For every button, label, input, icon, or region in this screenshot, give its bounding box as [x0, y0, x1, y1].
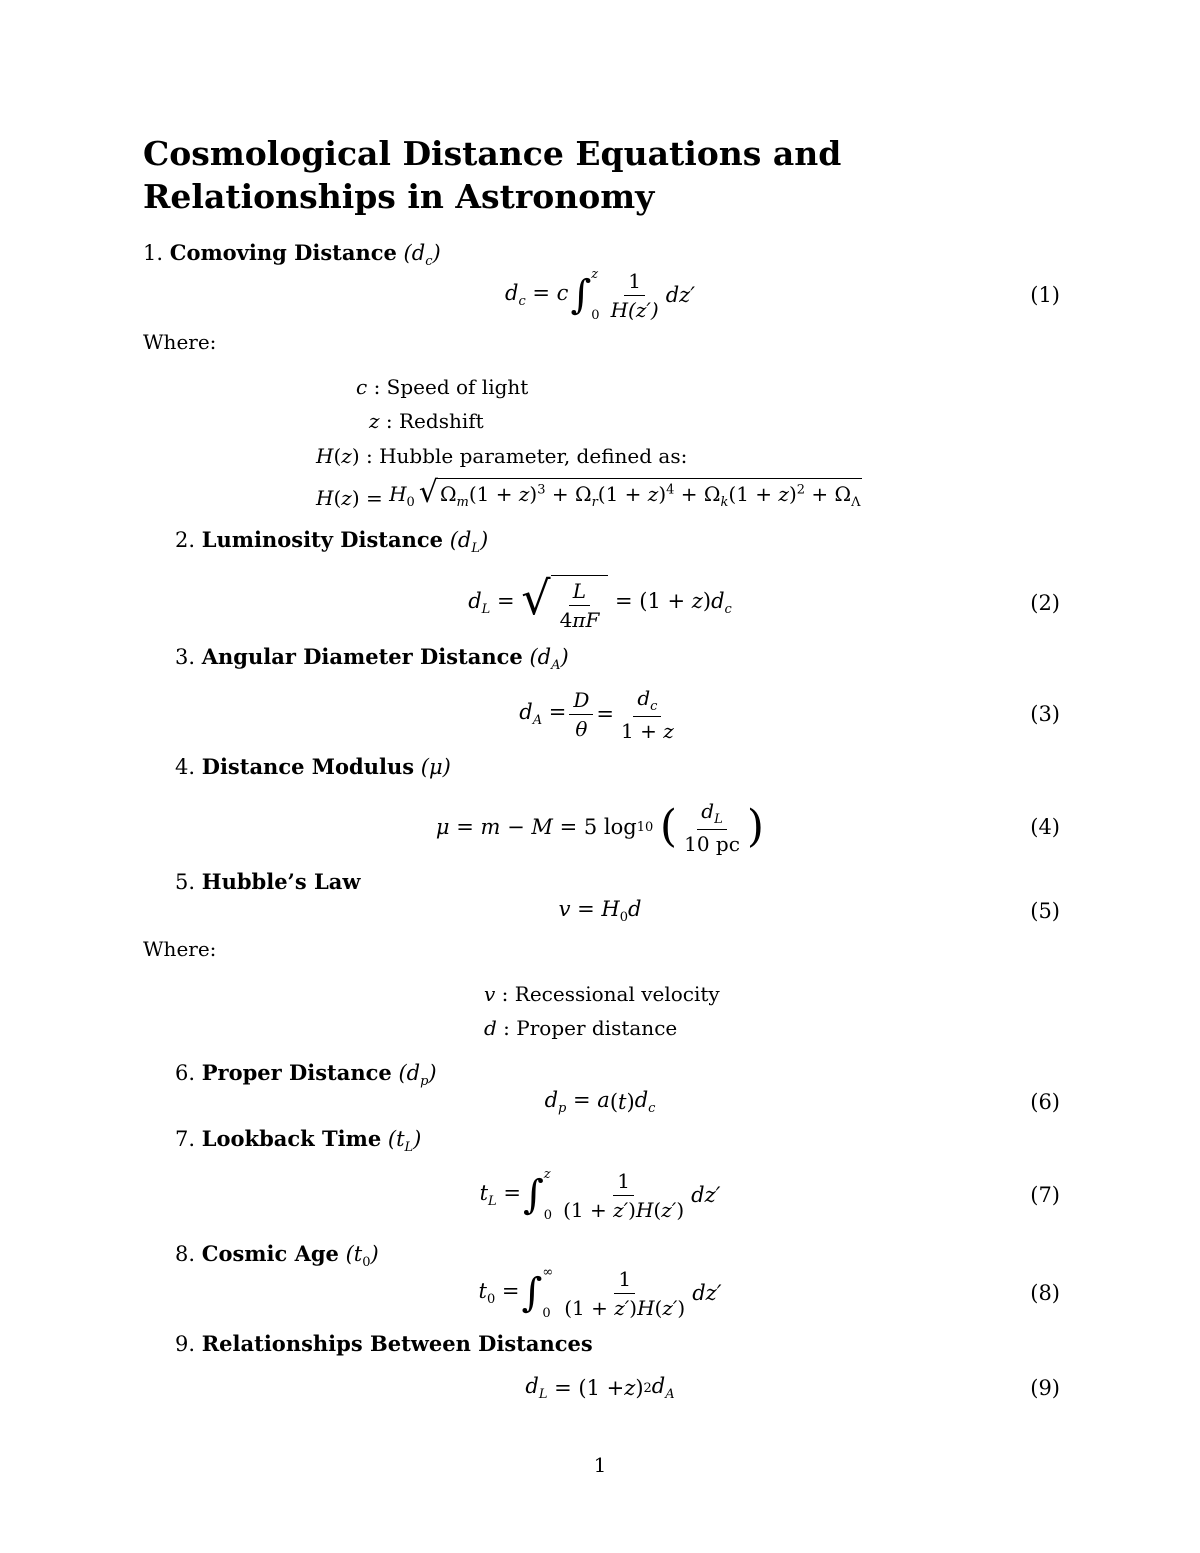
equation-number-3: (3): [1030, 702, 1060, 726]
equation-2: $d_L$ = √ $\frac{L}{4\pi F}$ = $(1 + z)d_c$ (2): [468, 570, 1060, 632]
section-heading-2: 2. Luminosity Distance $(d_L)$: [175, 527, 489, 557]
equation-1: $d_c = c$ ∫ z 0 $\frac{1}{H(z')}$ dz′ (1): [505, 267, 1060, 323]
section-heading-1: 1. Comoving Distance $(d_c)$: [143, 240, 441, 270]
section-heading-5: 5. Hubble’s Law: [175, 869, 361, 894]
equation-number-1: (1): [1030, 283, 1060, 307]
where-label-5: Where:: [143, 937, 217, 961]
equation-number-2: (2): [1030, 591, 1060, 615]
page-number: 1: [593, 1453, 607, 1477]
equation-7: $t_L$ = ∫ z 0 $\frac{1}{(1 + z')H(z')}$ dz′ (7): [479, 1167, 1060, 1223]
section-heading-3: 3. Angular Diameter Distance $(d_A)$: [175, 644, 569, 674]
equation-6: $d_p = a$ ( t ) $d_c$ (6): [544, 1087, 1060, 1117]
equation-number-7: (7): [1030, 1183, 1060, 1207]
equation-number-4: (4): [1030, 815, 1060, 839]
section-heading-6: 6. Proper Distance $(d_p)$: [175, 1060, 437, 1090]
equation-number-9: (9): [1030, 1376, 1060, 1400]
equation-4: μ = m − M = 5 log 10 ( $\frac{d_L}{10 pc}$ ) (4): [435, 798, 1060, 856]
page-title: Cosmological Distance Equations and Relationships in Astronomy: [143, 134, 842, 216]
section-heading-9: 9. Relationships Between Distances: [175, 1331, 593, 1356]
equation-number-8: (8): [1030, 1281, 1060, 1305]
section-heading-4: 4. Distance Modulus (μ): [175, 754, 451, 779]
section-heading-7: 7. Lookback Time $(t_L)$: [175, 1126, 422, 1156]
equation-number-5: (5): [1030, 899, 1060, 923]
equation-9: $d_L$ = (1 + z ) 2 $d_A$ (9): [525, 1373, 1060, 1403]
where-label-1: Where:: [143, 330, 217, 354]
equation-3: $d_A$ = $\frac{D}{\theta}$ = $\frac{d_c}{1 + z}$ (3): [519, 685, 1060, 743]
equation-number-6: (6): [1030, 1090, 1060, 1114]
section-heading-8: 8. Cosmic Age $(t_0)$: [175, 1241, 379, 1271]
equation-5: $v = H_0d$ (5): [558, 896, 1060, 926]
equation-8: $t_0$ = ∫ ∞ 0 $\frac{1}{(1 + z')H(z')}$ dz′ (8): [478, 1265, 1060, 1321]
